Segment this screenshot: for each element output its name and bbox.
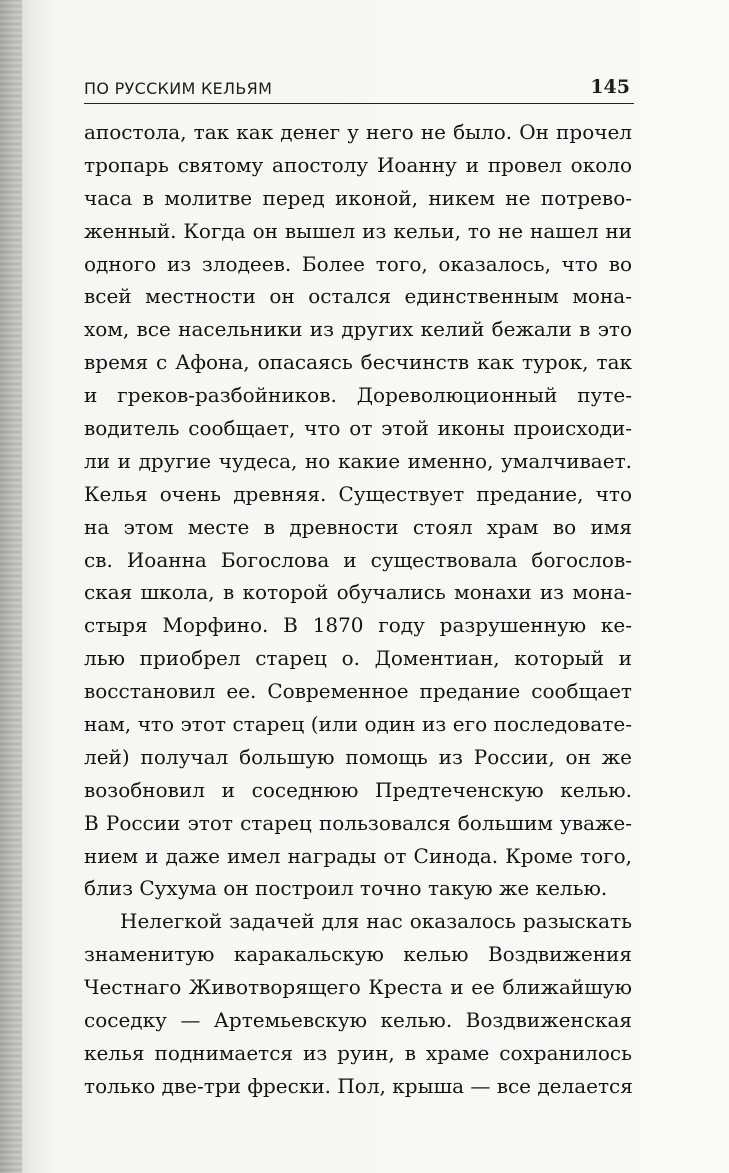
text-line: только две-три фрески. Пол, крыша — все делается xyxy=(84,1073,633,1098)
text-line: нием и даже имел награды от Синода. Кроме того, xyxy=(84,843,632,868)
text-line: близ Сухума он построил точно такую же келью. xyxy=(84,876,608,901)
binding-shadow xyxy=(0,0,22,1173)
text-line: Честнаго Животворящего Креста и ее ближайшую xyxy=(84,975,632,1000)
text-line: ская школа, в которой обучались монахи из мона- xyxy=(84,580,632,605)
text-line: восстановил ее. Современное предание сообщает xyxy=(84,679,632,704)
text-line: ли и другие чудеса, но какие именно, умалчивает. xyxy=(84,448,632,473)
text-line: одного из злодеев. Более того, оказалось, что во xyxy=(84,251,632,276)
text-line: часа в молитве перед иконой, никем не потрево- xyxy=(84,185,632,210)
text-line: женный. Когда он вышел из кельи, то не нашел ни xyxy=(84,218,632,243)
text-line: нам, что этот старец (или один из его последовате- xyxy=(84,712,632,737)
text-line: св. Иоанна Богослова и существовала богослов- xyxy=(84,547,632,572)
text-line: лей) получал большую помощь из России, он же xyxy=(84,744,632,769)
text-line: всей местности он остался единственным мона- xyxy=(84,284,632,309)
text-line: возобновил и соседнюю Предтеченскую келью. xyxy=(84,777,632,802)
page-header xyxy=(84,73,634,104)
text-line: Нелегкой задачей для нас оказалось разыскать xyxy=(120,909,632,934)
text-line: апостола, так как денег у него не было. Он прочел xyxy=(84,120,632,144)
text-line: стыря Морфино. В 1870 году разрушенную ке- xyxy=(84,613,632,638)
text-line: лью приобрел старец о. Доментиан, который и xyxy=(84,646,632,671)
body-text xyxy=(84,116,632,1103)
text-line: хом, все насельники из других келий бежали в это xyxy=(84,317,632,342)
text-line: и греков-разбойников. Дореволюционный путе- xyxy=(84,383,632,408)
text-line: водитель сообщает, что от этой иконы происходи- xyxy=(84,416,632,441)
text-line: знаменитую каракальскую келью Воздвижения xyxy=(84,942,632,967)
page-number: 145 xyxy=(590,76,630,98)
text-line: соседку — Артемьевскую келью. Воздвиженская xyxy=(84,1008,632,1033)
text-line: Келья очень древняя. Существует предание, что xyxy=(84,481,632,506)
text-line: тропарь святому апостолу Иоанну и провел около xyxy=(84,152,632,177)
running-head: ПО РУССКИМ КЕЛЬЯМ xyxy=(84,79,273,98)
text-line: В России этот старец пользовался большим уваже- xyxy=(84,810,632,835)
text-line: на этом месте в древности стоял храм во имя xyxy=(84,514,632,539)
text-line: келья поднимается из руин, в храме сохранилось xyxy=(84,1040,632,1065)
text-line: время с Афона, опасаясь бесчинств как турок, так xyxy=(84,350,632,375)
